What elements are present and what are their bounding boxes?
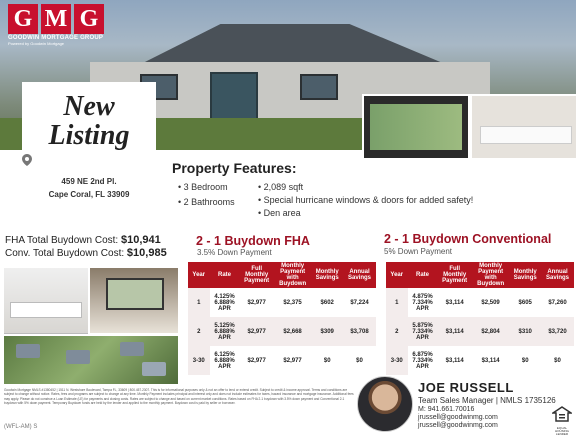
feature-item: • 2,089 sqft xyxy=(258,182,304,192)
new-listing-card xyxy=(22,82,156,216)
col-header-buydown-payment: Monthly Payment with Buydown xyxy=(274,262,312,288)
map-pin-icon xyxy=(22,154,32,166)
aerial-photo xyxy=(4,336,178,384)
fha-buydown-table xyxy=(188,262,376,375)
interior-photo-sliding-doors xyxy=(362,94,470,160)
eho-label: EQUAL HOUSING LENDER xyxy=(554,426,569,436)
col-header-rate: Rate xyxy=(210,262,240,288)
col-header-year: Year xyxy=(188,262,210,288)
logo-letter: G xyxy=(74,4,104,34)
kitchen-photo xyxy=(4,268,88,334)
address-street: 459 NE 2nd Pl. xyxy=(61,177,117,186)
feature-item: • 3 Bedroom xyxy=(178,182,228,192)
features-col2 xyxy=(258,181,498,220)
fha-title: 2 - 1 Buydown FHA xyxy=(196,234,310,248)
legal-disclaimer: Goodwin Mortgage NMLS #1380452 | 1511 N. Westshore Boulevard, Tampa FL, 33609 | 800.457.2307. This is for informational purposes only & not an offer to lend or extend credit. Subject to credit & income approval. Terms and conditions are subject to change without notice. Rates, fees and programs are subject to change at any time. Monthly Payment includes principal and interest only and does not include estimates for taxes, hazard insurance and mortgage insurance. Additional fees may apply. Please do not construe a Loan Estimate (LE) for payments and closing costs. Rates are subject to change and based on current market conditions. Rates based on FHA 2-1 buydown with 3.5% down payment and Conventional 2-1 buydown with 5% down payment. Temporary Buydown funds are held by the lender and applied to the monthly payment. Buydown cost is paid by seller or borrower. xyxy=(4,388,354,406)
new-listing-title-line2: Listing xyxy=(48,120,130,151)
table-row: 1 4.875% 7.334% APR $3,114 $2,509 $605 $7,260 xyxy=(386,288,574,317)
agent-phone: M: 941.661.70016 xyxy=(418,406,475,413)
property-features-title: Property Features: xyxy=(172,160,297,176)
logo-letter: M xyxy=(41,4,71,34)
address-city: Cape Coral, FL 33909 xyxy=(48,190,130,199)
living-room-photo xyxy=(90,268,178,333)
agent-name: JOE RUSSELL xyxy=(418,380,514,395)
col-header-annual-savings: Annual Savings xyxy=(541,262,574,288)
col-header-full-payment: Full Monthly Payment xyxy=(240,262,274,288)
conv-title: 2 - 1 Buydown Conventional xyxy=(384,232,552,246)
col-header-full-payment: Full Monthly Payment xyxy=(438,262,472,288)
conv-total-value: $10,985 xyxy=(126,247,167,259)
col-header-monthly-savings: Monthly Savings xyxy=(311,262,343,288)
table-row: 1 4.125% 6.888% APR $2,977 $2,375 $602 $7,224 xyxy=(188,288,376,317)
table-header-row xyxy=(188,262,376,288)
table-row: 3-30 6.875% 7.334% APR $3,114 $3,114 $0 $0 xyxy=(386,346,574,375)
col-header-year: Year xyxy=(386,262,408,288)
logo-tagline: Powered by Goodwin Mortgage xyxy=(8,41,65,46)
logo-letter: G xyxy=(8,4,38,34)
logo-company-name: GOODWIN MORTGAGE GROUP xyxy=(8,35,104,41)
agent-avatar xyxy=(357,376,413,432)
house-window xyxy=(300,74,338,100)
fha-total-value: $10,941 xyxy=(120,234,161,246)
table-row: 2 5.125% 6.888% APR $2,977 $2,668 $309 $3,708 xyxy=(188,317,376,346)
table-header-row xyxy=(386,262,574,288)
table-row: 3-30 6.125% 6.888% APR $2,977 $2,977 $0 $0 xyxy=(188,346,376,375)
table-row: 2 5.875% 7.334% APR $3,114 $2,804 $310 $3,720 xyxy=(386,317,574,346)
gmg-logo xyxy=(8,4,106,46)
feature-item: • Den area xyxy=(258,208,301,218)
features-col1 xyxy=(178,181,248,209)
col-header-annual-savings: Annual Savings xyxy=(343,262,376,288)
interior-photo-kitchen xyxy=(470,94,576,160)
agent-email[interactable]: jrussell@goodwinmg.com xyxy=(418,414,498,421)
new-listing-title-line1: New xyxy=(63,91,115,122)
agent-email[interactable]: jrussell@goodwinmg.com xyxy=(418,422,498,429)
equal-housing-lender-icon xyxy=(552,406,572,436)
feature-item: • Special hurricane windows & doors for added safety! xyxy=(258,195,474,205)
col-header-rate: Rate xyxy=(408,262,438,288)
fha-subtitle: 3.5% Down Payment xyxy=(197,248,272,257)
col-header-monthly-savings: Monthly Savings xyxy=(509,262,541,288)
conv-total-cost: Conv. Total Buydown Cost: $10,985 xyxy=(5,247,167,259)
conv-buydown-table xyxy=(386,262,574,375)
conv-subtitle: 5% Down Payment xyxy=(384,247,453,256)
fha-total-cost: FHA Total Buydown Cost: $10,941 xyxy=(5,234,161,246)
feature-item: • 2 Bathrooms xyxy=(178,197,235,207)
col-header-buydown-payment: Monthly Payment with Buydown xyxy=(472,262,510,288)
agent-title: Team Sales Manager | NMLS 1735126 xyxy=(418,396,556,405)
footer-mark: (WFL-AM) S xyxy=(4,424,38,430)
